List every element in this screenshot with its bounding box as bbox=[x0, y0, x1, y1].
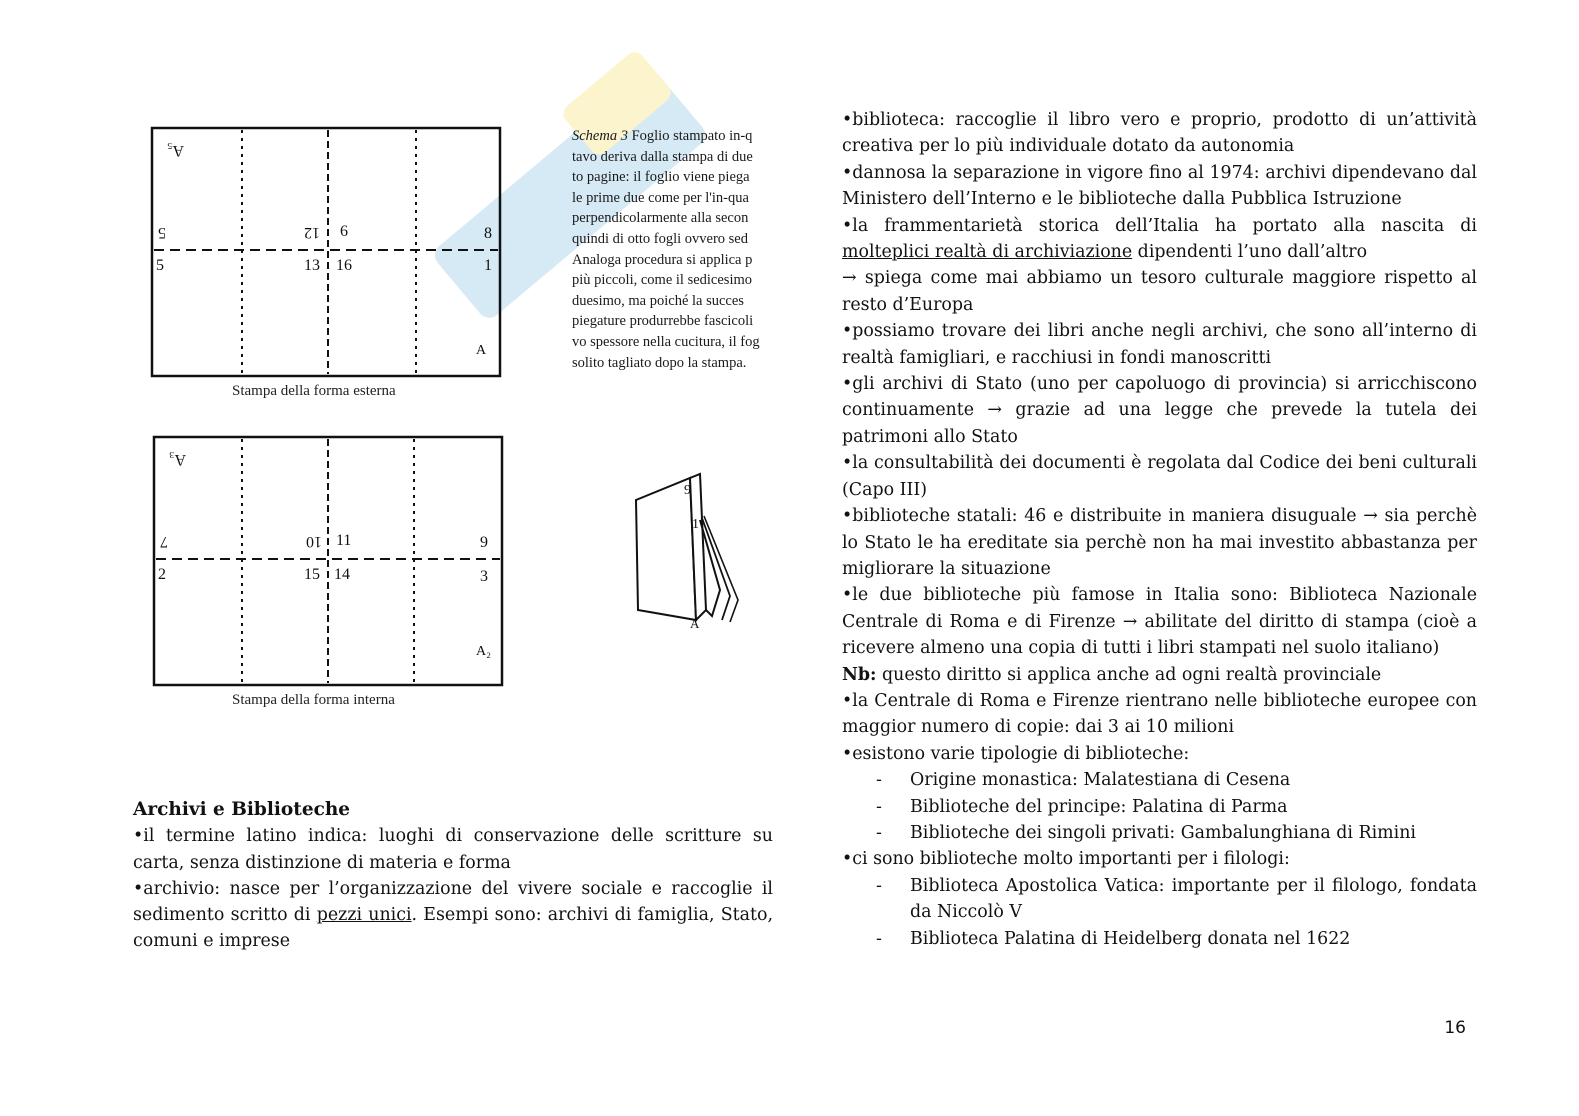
dash-bullet: - bbox=[876, 796, 882, 817]
outer-label-p5-flip: 5 bbox=[158, 224, 166, 241]
list-item bbox=[842, 820, 1477, 846]
schema-line: duesimo, ma poiché la succes bbox=[572, 292, 744, 309]
schema-title: Schema 3 bbox=[572, 128, 628, 144]
schema-line: vo spessore nella cucitura, il fog bbox=[572, 333, 760, 350]
outer-label-p12-flip: 12 bbox=[304, 224, 320, 241]
paragraph: •ci sono biblioteche molto importanti per i filologi: bbox=[842, 849, 1290, 870]
folded-booklet-illustration bbox=[630, 470, 745, 645]
schema-line: to pagine: il foglio viene piega bbox=[572, 169, 750, 186]
dash-bullet: - bbox=[876, 822, 882, 843]
nb-label: Nb: bbox=[842, 664, 877, 685]
inner-label-p15: 15 bbox=[304, 566, 320, 583]
text-span: •archivio: nasce per l’organizzazione del vivere sociale e raccoglie il sedimento scritto di bbox=[133, 878, 773, 926]
schema-line: le prime due come per l'in-qua bbox=[572, 189, 749, 206]
fold-label-top: 9 bbox=[684, 483, 691, 498]
schema-line: più piccoli, come il sedicesimo bbox=[572, 272, 752, 289]
inner-label-p7-flip: 7 bbox=[160, 533, 168, 550]
outer-label-corner: A₅ bbox=[166, 142, 184, 159]
text-span: dipendenti l’uno dall’altro bbox=[1132, 242, 1368, 263]
schema-line: piegature produrrebbe fascicoli bbox=[572, 313, 754, 330]
paragraph: •possiamo trovare dei libri anche negli archivi, che sono all’interno di realtà famigliari, e racchiusi in fondi manoscritti bbox=[842, 321, 1477, 368]
dash-bullet: - bbox=[876, 928, 882, 949]
list-item-text: Biblioteche del principe: Palatina di Parma bbox=[910, 796, 1288, 817]
paragraph: •la Centrale di Roma e Firenze rientrano nelle biblioteche europee con maggior numero di copie: dai 3 ai 10 milioni bbox=[842, 690, 1477, 738]
right-column bbox=[842, 107, 1477, 952]
dash-bullet: - bbox=[876, 875, 882, 896]
inner-label-p3: 3 bbox=[480, 568, 488, 585]
inner-label-corner: A₃ bbox=[168, 451, 186, 468]
list-item bbox=[842, 767, 1477, 793]
section-heading: Archivi e Biblioteche bbox=[133, 799, 351, 820]
list-item-text: Origine monastica: Malatestiana di Cesena bbox=[910, 770, 1291, 791]
inner-label-p2: 2 bbox=[158, 566, 166, 583]
list-item-text: Biblioteche dei singoli privati: Gambalunghiana di Rimini bbox=[910, 822, 1416, 843]
outer-label-signature: A bbox=[476, 343, 487, 358]
inner-label-p11: 11 bbox=[336, 532, 352, 549]
nb-note bbox=[842, 662, 1477, 688]
outer-label-p6: 6 bbox=[340, 223, 348, 240]
paragraph: •gli archivi di Stato (uno per capoluogo di provincia) si arricchiscono continuamente → grazie ad una legge che prevede la tutela dei patrimoni allo Stato bbox=[842, 374, 1477, 447]
inner-label-p9: 9 bbox=[480, 534, 488, 551]
fold-label-mid: 1 bbox=[692, 517, 699, 532]
schema-line: quindi di otto fogli ovvero sed bbox=[572, 230, 748, 247]
page-number: 16 bbox=[1444, 1018, 1466, 1038]
paragraph: •le due biblioteche più famose in Italia sono: Biblioteca Nazionale Centrale di Roma e di Firenze → abilitate del diritto di stampa (cioè a ricevere almeno una copia di tutti i libri stampati nel suolo italiano) bbox=[842, 585, 1477, 659]
underlined-text: pezzi unici bbox=[316, 905, 412, 926]
outer-label-p5: 5 bbox=[156, 257, 164, 274]
outer-label-p8: 8 bbox=[484, 225, 492, 242]
outer-form-diagram bbox=[148, 124, 504, 380]
paragraph: •dannosa la separazione in vigore fino al 1974: archivi dipendevano dal Ministero dell’Interno e le biblioteche dalla Pubblica Istruzione bbox=[842, 162, 1477, 210]
paragraph: •la consultabilità dei documenti è regolata dal Codice dei beni culturali (Capo III) bbox=[842, 453, 1477, 500]
fold-label-bottom: A bbox=[690, 616, 700, 631]
inner-label-p14: 14 bbox=[334, 566, 350, 583]
outer-label-p16: 16 bbox=[336, 257, 352, 274]
text-span: •la frammentarietà storica dell’Italia ha portato alla nascita di bbox=[842, 215, 1477, 236]
dash-bullet: - bbox=[876, 770, 882, 791]
list-item-text: Biblioteca Palatina di Heidelberg donata nel 1622 bbox=[910, 928, 1351, 949]
paragraph: → spiega come mai abbiamo un tesoro culturale maggiore rispetto al resto d’Europa bbox=[842, 268, 1477, 315]
paragraph: •esistono varie tipologie di biblioteche: bbox=[842, 743, 1190, 764]
outer-caption: Stampa della forma esterna bbox=[232, 383, 396, 399]
list-item bbox=[842, 873, 1477, 926]
schema-text bbox=[572, 126, 808, 373]
inner-label-p10-flip: 10 bbox=[306, 533, 322, 550]
nb-text: questo diritto si applica anche ad ogni realtà provinciale bbox=[876, 664, 1382, 685]
schema-line bbox=[572, 126, 808, 147]
schema-line: solito tagliato dopo la stampa. bbox=[572, 354, 747, 371]
left-column bbox=[133, 797, 773, 955]
paragraph-latin-term: •il termine latino indica: luoghi di conservazione delle scritture su carta, senza distinzione di materia e forma bbox=[133, 826, 773, 873]
paragraph: •biblioteca: raccoglie il libro vero e proprio, prodotto di un’attività creativa per lo più individuale dotato da autonomia bbox=[842, 110, 1477, 157]
inner-label-signature: A₂ bbox=[476, 644, 491, 659]
paragraph: •biblioteche statali: 46 e distribuite in maniera disuguale → sia perchè lo Stato le ha ereditate sia perchè non ha mai investito abbastanza per migliorare la situazione bbox=[842, 506, 1477, 579]
list-item bbox=[842, 794, 1477, 820]
outer-label-p13: 13 bbox=[304, 257, 320, 274]
underlined-text: molteplici realtà di archiviazione bbox=[842, 242, 1133, 263]
text-span: . Esempi sono: archivi di famiglia, Stato, comuni e imprese bbox=[133, 905, 774, 952]
paragraph bbox=[842, 213, 1477, 266]
schema-line: Analoga procedura si applica p bbox=[572, 251, 753, 268]
list-item bbox=[842, 926, 1477, 952]
schema-line: tavo deriva dalla stampa di due bbox=[572, 148, 753, 165]
inner-caption: Stampa della forma interna bbox=[232, 692, 395, 708]
paragraph-archivio bbox=[133, 876, 773, 955]
inner-form-diagram bbox=[150, 433, 506, 689]
schema-line: perpendicolarmente alla secon bbox=[572, 210, 749, 227]
list-item-text: Biblioteca Apostolica Vatica: importante per il filologo, fondata da Niccolò V bbox=[910, 875, 1477, 923]
schema-line-text: Foglio stampato in-q bbox=[631, 128, 753, 144]
outer-label-p1: 1 bbox=[484, 257, 492, 274]
